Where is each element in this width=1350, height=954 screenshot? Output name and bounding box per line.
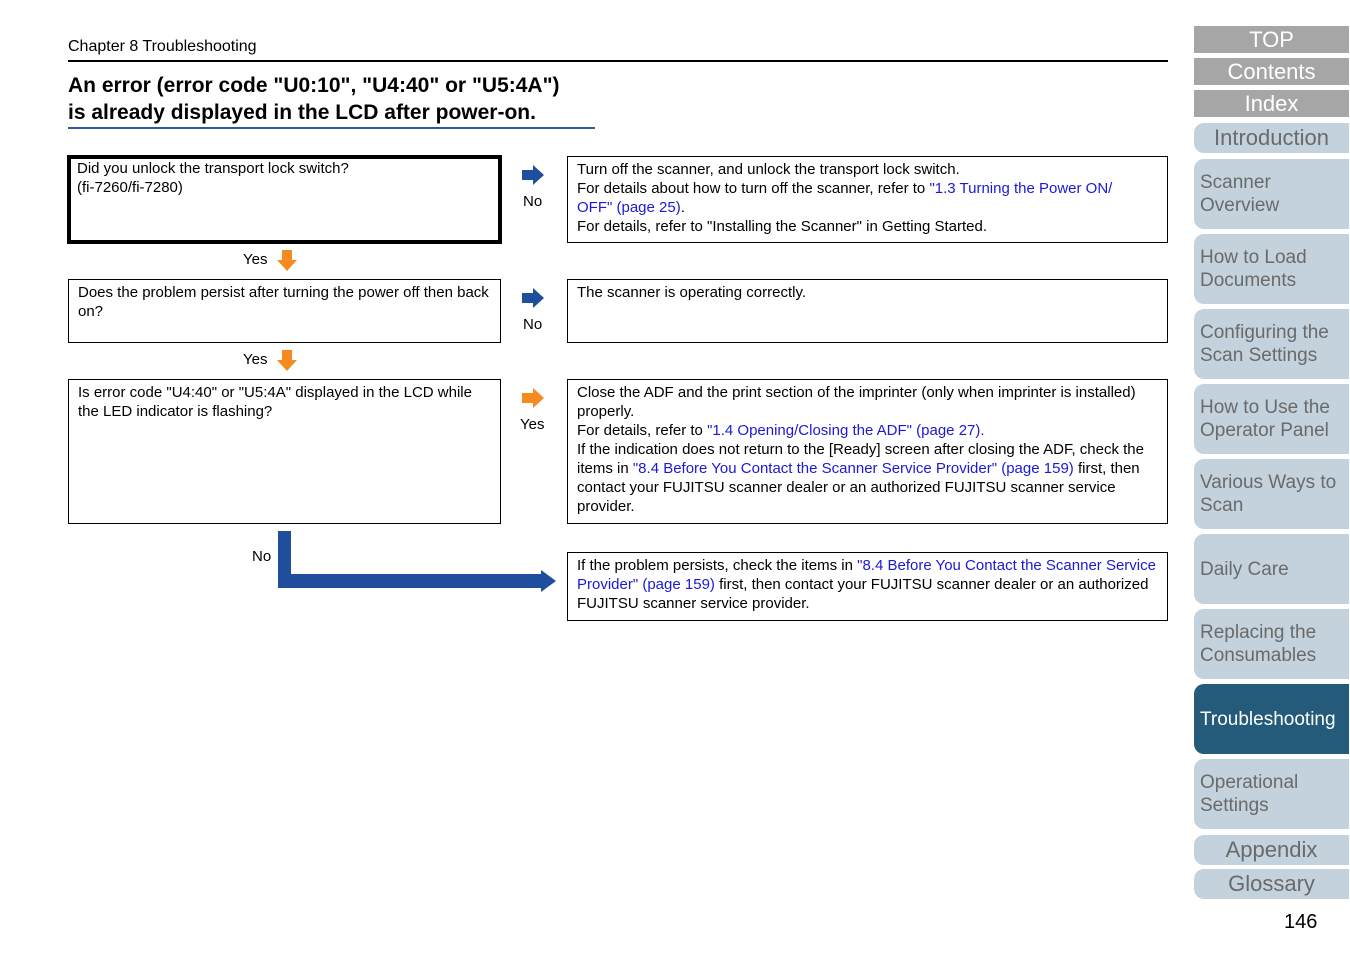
nav-operator-panel[interactable]: How to Use the Operator Panel [1194, 384, 1349, 454]
nav-replacing-consumables[interactable]: Replacing the Consumables [1194, 609, 1349, 679]
answer-1-line-1: Turn off the scanner, and unlock the transport lock switch. [577, 161, 960, 178]
title-line-1: An error (error code "U0:10", "U4:40" or "U5:4A") [68, 74, 560, 97]
nav-various-ways-to-scan[interactable]: Various Ways to Scan [1194, 459, 1349, 529]
answer-4-text: If the problem persists, check the items in [577, 557, 858, 574]
question-1-box [67, 155, 502, 244]
yes-label-2: Yes [243, 351, 268, 368]
question-1-line-1: Did you unlock the transport lock switch? [77, 160, 349, 177]
no-label-2: No [523, 316, 543, 333]
nav-configuring-scan-settings[interactable]: Configuring the Scan Settings [1194, 309, 1349, 379]
answer-3-text: For details, refer to [577, 422, 708, 439]
yes-right-arrow-icon [522, 388, 546, 410]
link-opening-closing-adf[interactable]: "1.4 Opening/Closing the ADF" (page 27). [707, 422, 985, 439]
nav-operational-settings[interactable]: Operational Settings [1194, 759, 1349, 829]
answer-3-box [567, 379, 1168, 524]
nav-top-button[interactable]: TOP [1194, 26, 1349, 53]
page-number: 146 [1284, 911, 1318, 933]
answer-1-text: For details about how to turn off the scanner, refer to [577, 180, 930, 197]
answer-2-box: The scanner is operating correctly. [567, 279, 1168, 343]
no-arrow-icon [522, 165, 546, 187]
answer-3-text-3: first, then contact your FUJITSU scanner dealer or an authorized FUJITSU scanner service provider. [577, 460, 1140, 515]
no-label-1: No [523, 193, 543, 210]
yes-arrow-icon [276, 250, 298, 272]
answer-1-line-4: For details, refer to "Installing the Scanner" in Getting Started. [577, 218, 988, 235]
yes-label-3: Yes [520, 416, 545, 433]
yes-arrow-icon [276, 350, 298, 372]
page-title [68, 72, 560, 126]
link-turning-power-on-off-page[interactable]: OFF" (page 25) [577, 199, 681, 216]
title-underline [68, 127, 595, 129]
question-1-line-2: (fi-7260/fi-7280) [77, 179, 183, 196]
answer-3-text-2: If the indication does not return to the [Ready] screen after closing the ADF, check the items in [577, 441, 1144, 477]
no-label-3: No [252, 548, 272, 565]
no-arrow-icon [522, 288, 546, 310]
answer-4-text-2: first, then contact your FUJITSU scanner dealer or an authorized FUJITSU scanner service provider. [577, 576, 1149, 612]
answer-1-box [567, 156, 1168, 243]
nav-scanner-overview[interactable]: Scanner Overview [1194, 159, 1349, 229]
link-before-contact-provider[interactable]: "8.4 Before You Contact the Scanner Service Provider" (page 159) [632, 460, 1074, 477]
nav-contents-button[interactable]: Contents [1194, 58, 1349, 85]
nav-appendix[interactable]: Appendix [1194, 835, 1349, 865]
yes-label-1: Yes [243, 251, 268, 268]
nav-troubleshooting[interactable]: Troubleshooting [1194, 684, 1349, 754]
answer-3-line-1: Close the ADF and the print section of the imprinter (only when imprinter is installed) properly. [577, 384, 1136, 420]
question-2-box: Does the problem persist after turning the power off then back on? [68, 279, 501, 343]
answer-4-box [567, 552, 1168, 621]
link-before-contact-provider-2[interactable]: "8.4 Before You Contact the Scanner Service Provider" (page 159) [577, 557, 1156, 593]
title-line-2: is already displayed in the LCD after power-on. [68, 101, 536, 124]
nav-introduction[interactable]: Introduction [1194, 123, 1349, 153]
link-turning-power-on-off[interactable]: "1.3 Turning the Power ON/ [929, 180, 1113, 197]
header-rule [68, 60, 1168, 62]
no-elbow-arrow-icon [278, 531, 558, 593]
question-3-box: Is error code "U4:40" or "U5:4A" displayed in the LCD while the LED indicator is flashing? [68, 379, 501, 524]
nav-index-button[interactable]: Index [1194, 90, 1349, 117]
nav-glossary[interactable]: Glossary [1194, 869, 1349, 899]
nav-daily-care[interactable]: Daily Care [1194, 534, 1349, 604]
nav-how-to-load-documents[interactable]: How to Load Documents [1194, 234, 1349, 304]
chapter-header: Chapter 8 Troubleshooting [68, 38, 257, 55]
answer-1-period: . [680, 199, 685, 216]
